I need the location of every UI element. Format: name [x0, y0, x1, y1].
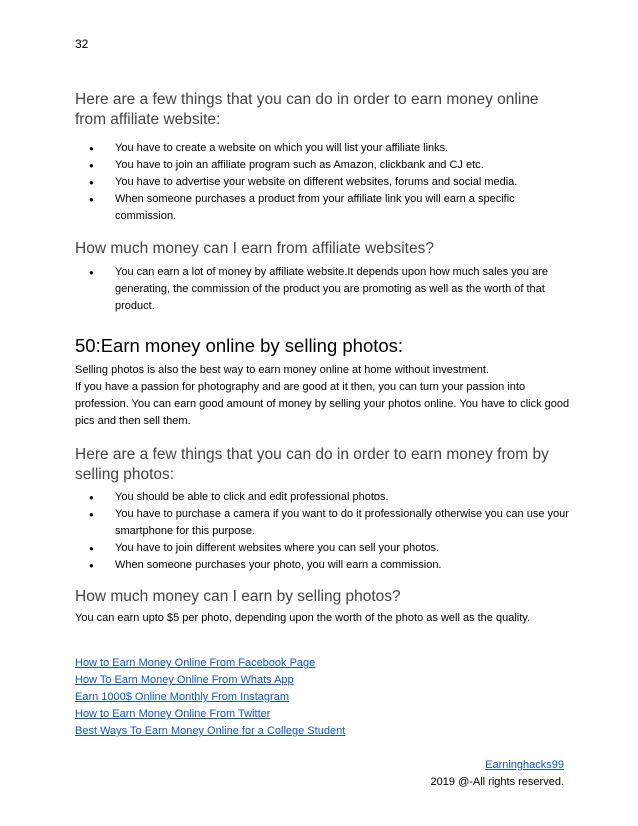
affiliate-earnings-list — [75, 264, 570, 315]
link-instagram[interactable]: Earn 1000$ Online Monthly From Instagram — [75, 691, 289, 703]
list-item: ● You have to advertise your website on different websites, forums and social media. — [115, 174, 570, 191]
affiliate-things-heading: Here are a few things that you can do in order to earn money online from affiliate website: — [75, 91, 539, 128]
link-whats-app[interactable]: How To Earn Money Online From Whats App — [75, 674, 294, 686]
selling-photos-heading: 50:Earn money online by selling photos: — [75, 335, 404, 356]
list-item: ● You should be able to click and edit professional photos. — [115, 489, 570, 506]
photo-things-list — [75, 489, 570, 574]
list-item: ● You have to purchase a camera if you want to do it professionally otherwise you can use your smartphone for this purpose. — [115, 506, 570, 540]
related-links — [75, 655, 345, 740]
selling-photos-paragraph: If you have a passion for photography and are good at it then, you can turn your passion into profession. You can earn good amount of money by selling your photos online. You have to click good pics and then sell them. — [75, 381, 570, 427]
photo-things-heading: Here are a few things that you can do in order to earn money from by selling photos: — [75, 446, 549, 483]
page-footer — [431, 757, 564, 791]
copyright-text: 2019 @-All rights reserved. — [430, 776, 564, 788]
selling-photos-intro: Selling photos is also the best way to earn money online at home without investment. — [75, 364, 489, 376]
list-item: ● When someone purchases your photo, you will earn a commission. — [115, 557, 570, 574]
photo-earnings-heading: How much money can I earn by selling photos? — [75, 588, 401, 605]
list-item: ● When someone purchases a product from your affiliate link you will earn a specific commission. — [115, 191, 570, 225]
affiliate-earnings-heading: How much money can I earn from affiliate websites? — [75, 240, 434, 257]
photo-earnings-paragraph: You can earn upto $5 per photo, depending upon the worth of the photo as well as the quality. — [75, 612, 531, 624]
page-number: 32 — [75, 37, 89, 51]
brand-link[interactable]: Earninghacks99 — [485, 759, 564, 771]
link-college-student[interactable]: Best Ways To Earn Money Online for a College Student — [75, 725, 346, 737]
affiliate-things-list — [75, 140, 570, 225]
page-content — [75, 90, 570, 627]
list-item: ● You have to create a website on which you will list your affiliate links. — [115, 140, 570, 157]
list-item: ● You have to join an affiliate program such as Amazon, clickbank and CJ etc. — [115, 157, 570, 174]
list-item: ● You can earn a lot of money by affiliate website.It depends upon how much sales you are generating, the commission of the product you are promoting as well as the worth of that product. — [115, 264, 570, 315]
list-item: ● You have to join different websites where you can sell your photos. — [115, 540, 570, 557]
link-twitter[interactable]: How to Earn Money Online From Twitter — [75, 708, 271, 720]
link-facebook-page[interactable]: How to Earn Money Online From Facebook Page — [75, 657, 316, 669]
